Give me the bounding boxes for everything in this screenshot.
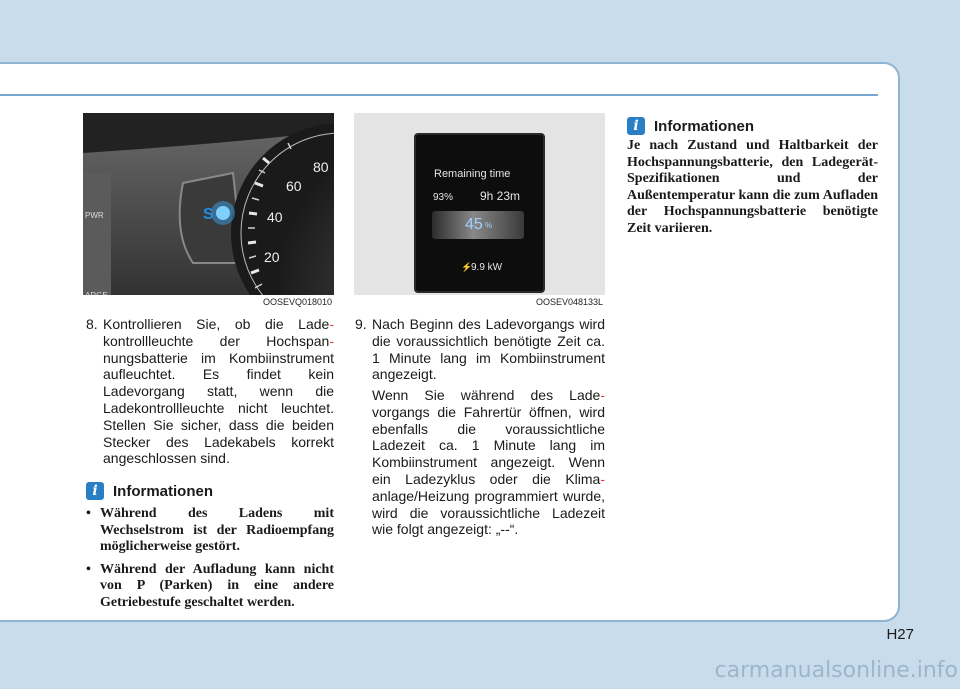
remaining-time-figure [354, 113, 605, 309]
list-item [86, 506, 334, 556]
gauge-tick-40: 40 [267, 209, 283, 225]
cluster-illustration [83, 113, 334, 309]
header-rule [0, 94, 878, 96]
page-number: H27 [886, 626, 914, 643]
info-text-right: Je nach Zustand und Haltbarkeit der Hochspannungsbatterie, den Ladegerät-Spezifikationen und der Außentemperatur kann die zum Aufladen der Hochspannungsbatterie benötigte Zeit variieren. [627, 138, 878, 236]
soft-hyphen: - [600, 387, 605, 403]
paragraph-a: Wenn Sie während des Lade [372, 387, 601, 403]
step-text-b: kontrollleuchte der Hochspan [103, 332, 330, 349]
figure-caption: OOSEV048133L [354, 295, 605, 309]
remaining-time: 9h 23m [480, 189, 521, 203]
step-text-c: nungsbatterie im Kombiinstrument aufleuchtet. Es findet kein Ladevorgang statt, wenn die Ladekontrollleuchte nicht leuchtet. Stellen Sie sicher, dass die beiden Stecker des Ladekabels korrekt angeschlossen sind. [103, 349, 334, 467]
screen-title: Remaining time [434, 168, 511, 180]
info-title: Informationen [654, 117, 754, 135]
info-icon: i [627, 117, 645, 135]
bullet-dot: • [86, 506, 91, 521]
paragraph-b: vorgangs die Fahrertür öffnen, wird ebenfalls die voraussichtliche Ladezeit ca. 1 Minute lang im Kombiinstrument angezeigt. Wenn ein Ladezyklus oder die Klima [372, 403, 605, 487]
bullet-dot: • [86, 561, 91, 577]
gauge-tick-20: 20 [264, 249, 280, 265]
soft-hyphen: - [329, 316, 334, 332]
step-text: Nach Beginn des Ladevorgangs wird die voraussichtlich benötigte Zeit ca. 1 Minute lang im Kombiinstrument angezeigt. [372, 316, 605, 383]
step-number: 8. [86, 316, 98, 332]
info-bullets-left [86, 506, 334, 618]
battery-level: 45 [465, 216, 483, 233]
step-number: 9. [355, 316, 367, 332]
panel-label-pwr: PWR [85, 211, 104, 220]
step-text [86, 316, 334, 467]
soft-hyphen: - [600, 470, 605, 487]
battery-unit: % [485, 221, 493, 230]
bullet-text: Während des Ladens mit Wechselstrom ist der Radioempfang möglicherweise gestört. [100, 506, 334, 555]
step-9 [355, 316, 605, 383]
svg-text:S: S [203, 206, 214, 223]
info-title: Informationen [113, 482, 213, 500]
info-icon: i [86, 482, 104, 500]
bolt-icon: ⚡ [461, 262, 473, 272]
gauge-tick-60: 60 [286, 178, 302, 194]
info-heading-left [86, 482, 213, 500]
soft-hyphen: - [329, 332, 334, 349]
gauge-tick-80: 80 [313, 159, 329, 175]
paragraph-c: anlage/Heizung programmiert wurde, wird die voraussichtliche Ladezeit wie folgt angezeigt: „--“. [372, 487, 605, 538]
step-9-paragraph [372, 387, 605, 538]
watermark: carmanualsonline.info [714, 658, 958, 683]
list-item [86, 562, 334, 612]
bullet-text: Während der Aufladung kann nicht von P (Parken) in eine andere Getriebestufe geschaltet werden. [100, 561, 334, 610]
figure-caption: OOSEVQ018010 [83, 295, 334, 309]
instrument-cluster-figure [83, 113, 334, 309]
charge-percent: 93% [433, 192, 454, 203]
info-heading-right [627, 117, 754, 135]
step-text-a: Kontrollieren Sie, ob die Lade [103, 316, 330, 332]
charging-power: 9.9 kW [471, 262, 503, 273]
step-8 [86, 316, 334, 467]
